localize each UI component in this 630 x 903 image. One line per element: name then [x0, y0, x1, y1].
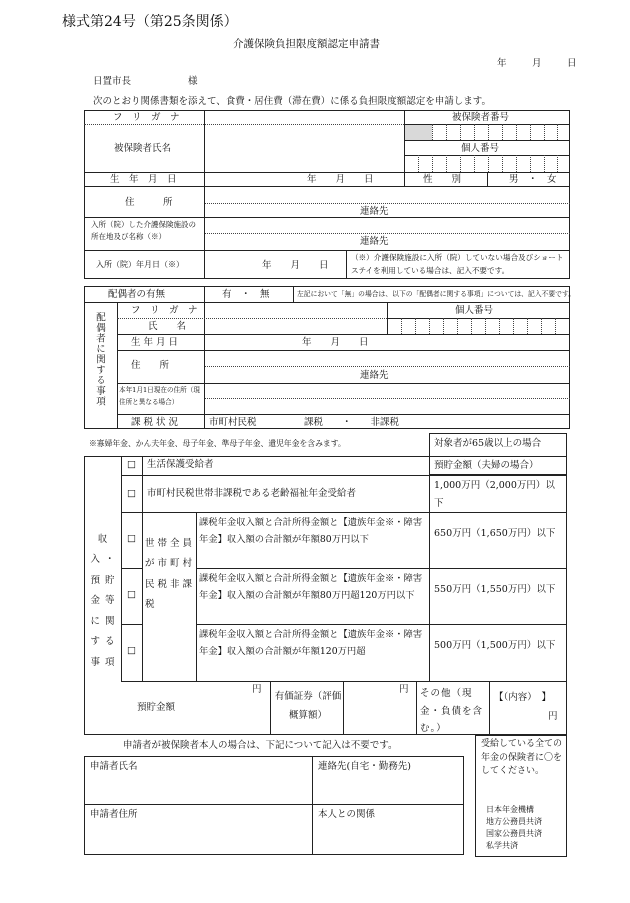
applicant-note: 申請者が被保険者本人の場合は、下記について記入は不要です。: [123, 740, 398, 751]
insured-address-field[interactable]: [206, 188, 568, 202]
addressee: 日置市長 様: [93, 76, 198, 87]
insurer-chiho-komuin[interactable]: 地方公務員共済: [486, 817, 542, 826]
row5-label: 課税年金収入額と合計所得金額と【遺族年金※・障害年金】収入額の合計額が年額120万円超: [199, 629, 423, 658]
row3-amount: 650万円（1,650万円）以下: [434, 528, 556, 539]
spouse-name-label: 氏 名: [148, 321, 187, 332]
insurer-kokka-komuin[interactable]: 国家公務員共済: [486, 829, 542, 838]
facility-field[interactable]: [206, 219, 568, 232]
insurer-shigaku[interactable]: 私学共済: [486, 841, 518, 850]
row4-amount: 550万円（1,550万円）以下: [434, 584, 556, 595]
spouse-tax-label: 課 税 状 況: [131, 417, 179, 428]
spouse-presence-options[interactable]: 有 ・ 無: [222, 289, 270, 300]
insured-personal-number-field[interactable]: [405, 156, 569, 171]
insured-name-field[interactable]: [206, 126, 402, 170]
securities-amount-field[interactable]: [345, 697, 414, 731]
applicant-address-label: 申請者住所: [90, 809, 138, 820]
insured-number-label: 被保険者番号: [452, 112, 510, 123]
spouse-contact-label: 連絡先: [360, 370, 389, 381]
spouse-name-field[interactable]: [206, 320, 386, 333]
intro-text: 次のとおり関係書類を添えて、食費・居住費（滞在費）に係る負担限度額認定を申請します。: [93, 96, 492, 107]
row5-checkbox[interactable]: □: [127, 645, 136, 656]
entry-date-label: 入所（院）年月日（※）: [96, 260, 184, 269]
insured-number-shade: [405, 125, 432, 140]
facility-note: （※）介護保険施設に入所（院）していない場合及びショートステイを利用している場合は、記入不要です。: [351, 253, 564, 275]
row1-checkbox[interactable]: □: [127, 459, 136, 470]
target-header: 対象者が65歳以上の場合: [434, 438, 542, 449]
spouse-presence-note: 左記において「無」の場合は、以下の「配偶者に関する事項」については、記入不要です。: [297, 290, 575, 298]
insured-address-label: 住 所: [125, 197, 173, 208]
securities-label: 有価証券（評価概算額）: [274, 691, 342, 721]
deposit-header: 預貯金額（夫婦の場合）: [434, 460, 539, 471]
applicant-contact-label: 連絡先(自宅・勤務先): [318, 761, 411, 772]
other-yen: 円: [548, 711, 558, 722]
applicant-relation-field[interactable]: [316, 824, 460, 852]
row5-amount: 500万円（1,500万円）以下: [434, 640, 556, 651]
spouse-presence-label: 配偶者の有無: [108, 289, 166, 300]
insured-name-label: 被保険者氏名: [114, 143, 172, 154]
spouse-personal-number-field[interactable]: [388, 319, 569, 333]
spouse-jan1-address-field[interactable]: [206, 386, 568, 412]
insured-personal-number-label: 個人番号: [461, 143, 500, 154]
spouse-tax-options[interactable]: 市町村民税 課税 ・ 非課税: [209, 417, 400, 428]
deposit-yen: 円: [252, 684, 262, 695]
insurer-nihon-nenkin[interactable]: 日本年金機構: [486, 805, 534, 814]
pension-insurer-instruction: 受給している全ての年金の保険者に〇をしてください。: [481, 739, 563, 776]
applicant-address-field[interactable]: [88, 824, 308, 852]
spouse-personal-number-label: 個人番号: [455, 305, 494, 316]
spouse-jan1-address-label: 本年1月1日現在の住所（現住所と異なる場合）: [119, 386, 200, 406]
insured-birth-date[interactable]: 年 月 日: [307, 174, 374, 185]
deposit-amount-field[interactable]: [198, 697, 268, 731]
spouse-address-field[interactable]: [206, 352, 568, 365]
insured-sex-label: 性 別: [423, 174, 462, 185]
pension-note: ※寡婦年金、かん夫年金、母子年金、準母子年金、遺児年金を含みます。: [89, 439, 346, 448]
row3-checkbox[interactable]: □: [127, 533, 136, 544]
form-number: 様式第24号（第25条関係）: [62, 14, 238, 30]
insured-furigana-label: フ リ ガ ナ: [113, 112, 180, 123]
securities-yen: 円: [399, 684, 409, 695]
row1-label: 生活保護受給者: [147, 459, 214, 470]
row4-label: 課税年金収入額と合計所得金額と【遺族年金※・障害年金】収入額の合計額が年額80万円超120万円以下: [199, 573, 423, 602]
entry-date[interactable]: 年 月 日: [262, 260, 329, 271]
date-line[interactable]: 年 月 日: [497, 58, 585, 69]
spouse-furigana-label: フ リ ガ ナ: [131, 305, 198, 316]
row3-label: 課税年金収入額と合計所得金額と【遺族年金※・障害年金】収入額の合計額が年額80万円以下: [199, 517, 423, 546]
spouse-address-label: 住 所: [131, 360, 170, 371]
household-label: 世帯全員が市町村民税非課税: [145, 538, 196, 611]
row4-checkbox[interactable]: □: [127, 589, 136, 600]
row2-amount: 1,000万円（2,000万円）以下: [434, 480, 555, 509]
income-side-label: 収入・預貯金等に関する事項: [90, 534, 120, 668]
row2-checkbox[interactable]: □: [127, 488, 136, 499]
spouse-birth-date[interactable]: 年 月 日: [302, 337, 369, 348]
spouse-side-label: 配偶者に関する事項: [94, 312, 105, 407]
applicant-relation-label: 本人との関係: [318, 809, 376, 820]
facility-contact-label: 連絡先: [360, 236, 389, 247]
other-label: その他（現金・負債を含む。）: [420, 688, 484, 735]
row2-label: 市町村民税世帯非課税である老齢福祉年金受給者: [147, 488, 357, 499]
other-content-label: 【（内容） 】: [494, 692, 552, 703]
applicant-name-field[interactable]: [88, 776, 308, 800]
insured-birth-label: 生 年 月 日: [110, 174, 177, 185]
insured-sex-options[interactable]: 男 ・ 女: [509, 174, 557, 185]
insured-number-field[interactable]: [432, 125, 569, 139]
applicant-name-label: 申請者氏名: [90, 761, 138, 772]
insured-contact-label: 連絡先: [360, 206, 389, 217]
applicant-contact-field[interactable]: [316, 776, 460, 800]
facility-label: 入所（院）した介護保険施設の所在地及び名称（※）: [91, 220, 196, 241]
form-title: 介護保険負担限度額認定申請書: [233, 38, 380, 50]
deposit-label: 預貯金額: [137, 702, 176, 713]
spouse-birth-label: 生 年 月 日: [131, 337, 179, 348]
